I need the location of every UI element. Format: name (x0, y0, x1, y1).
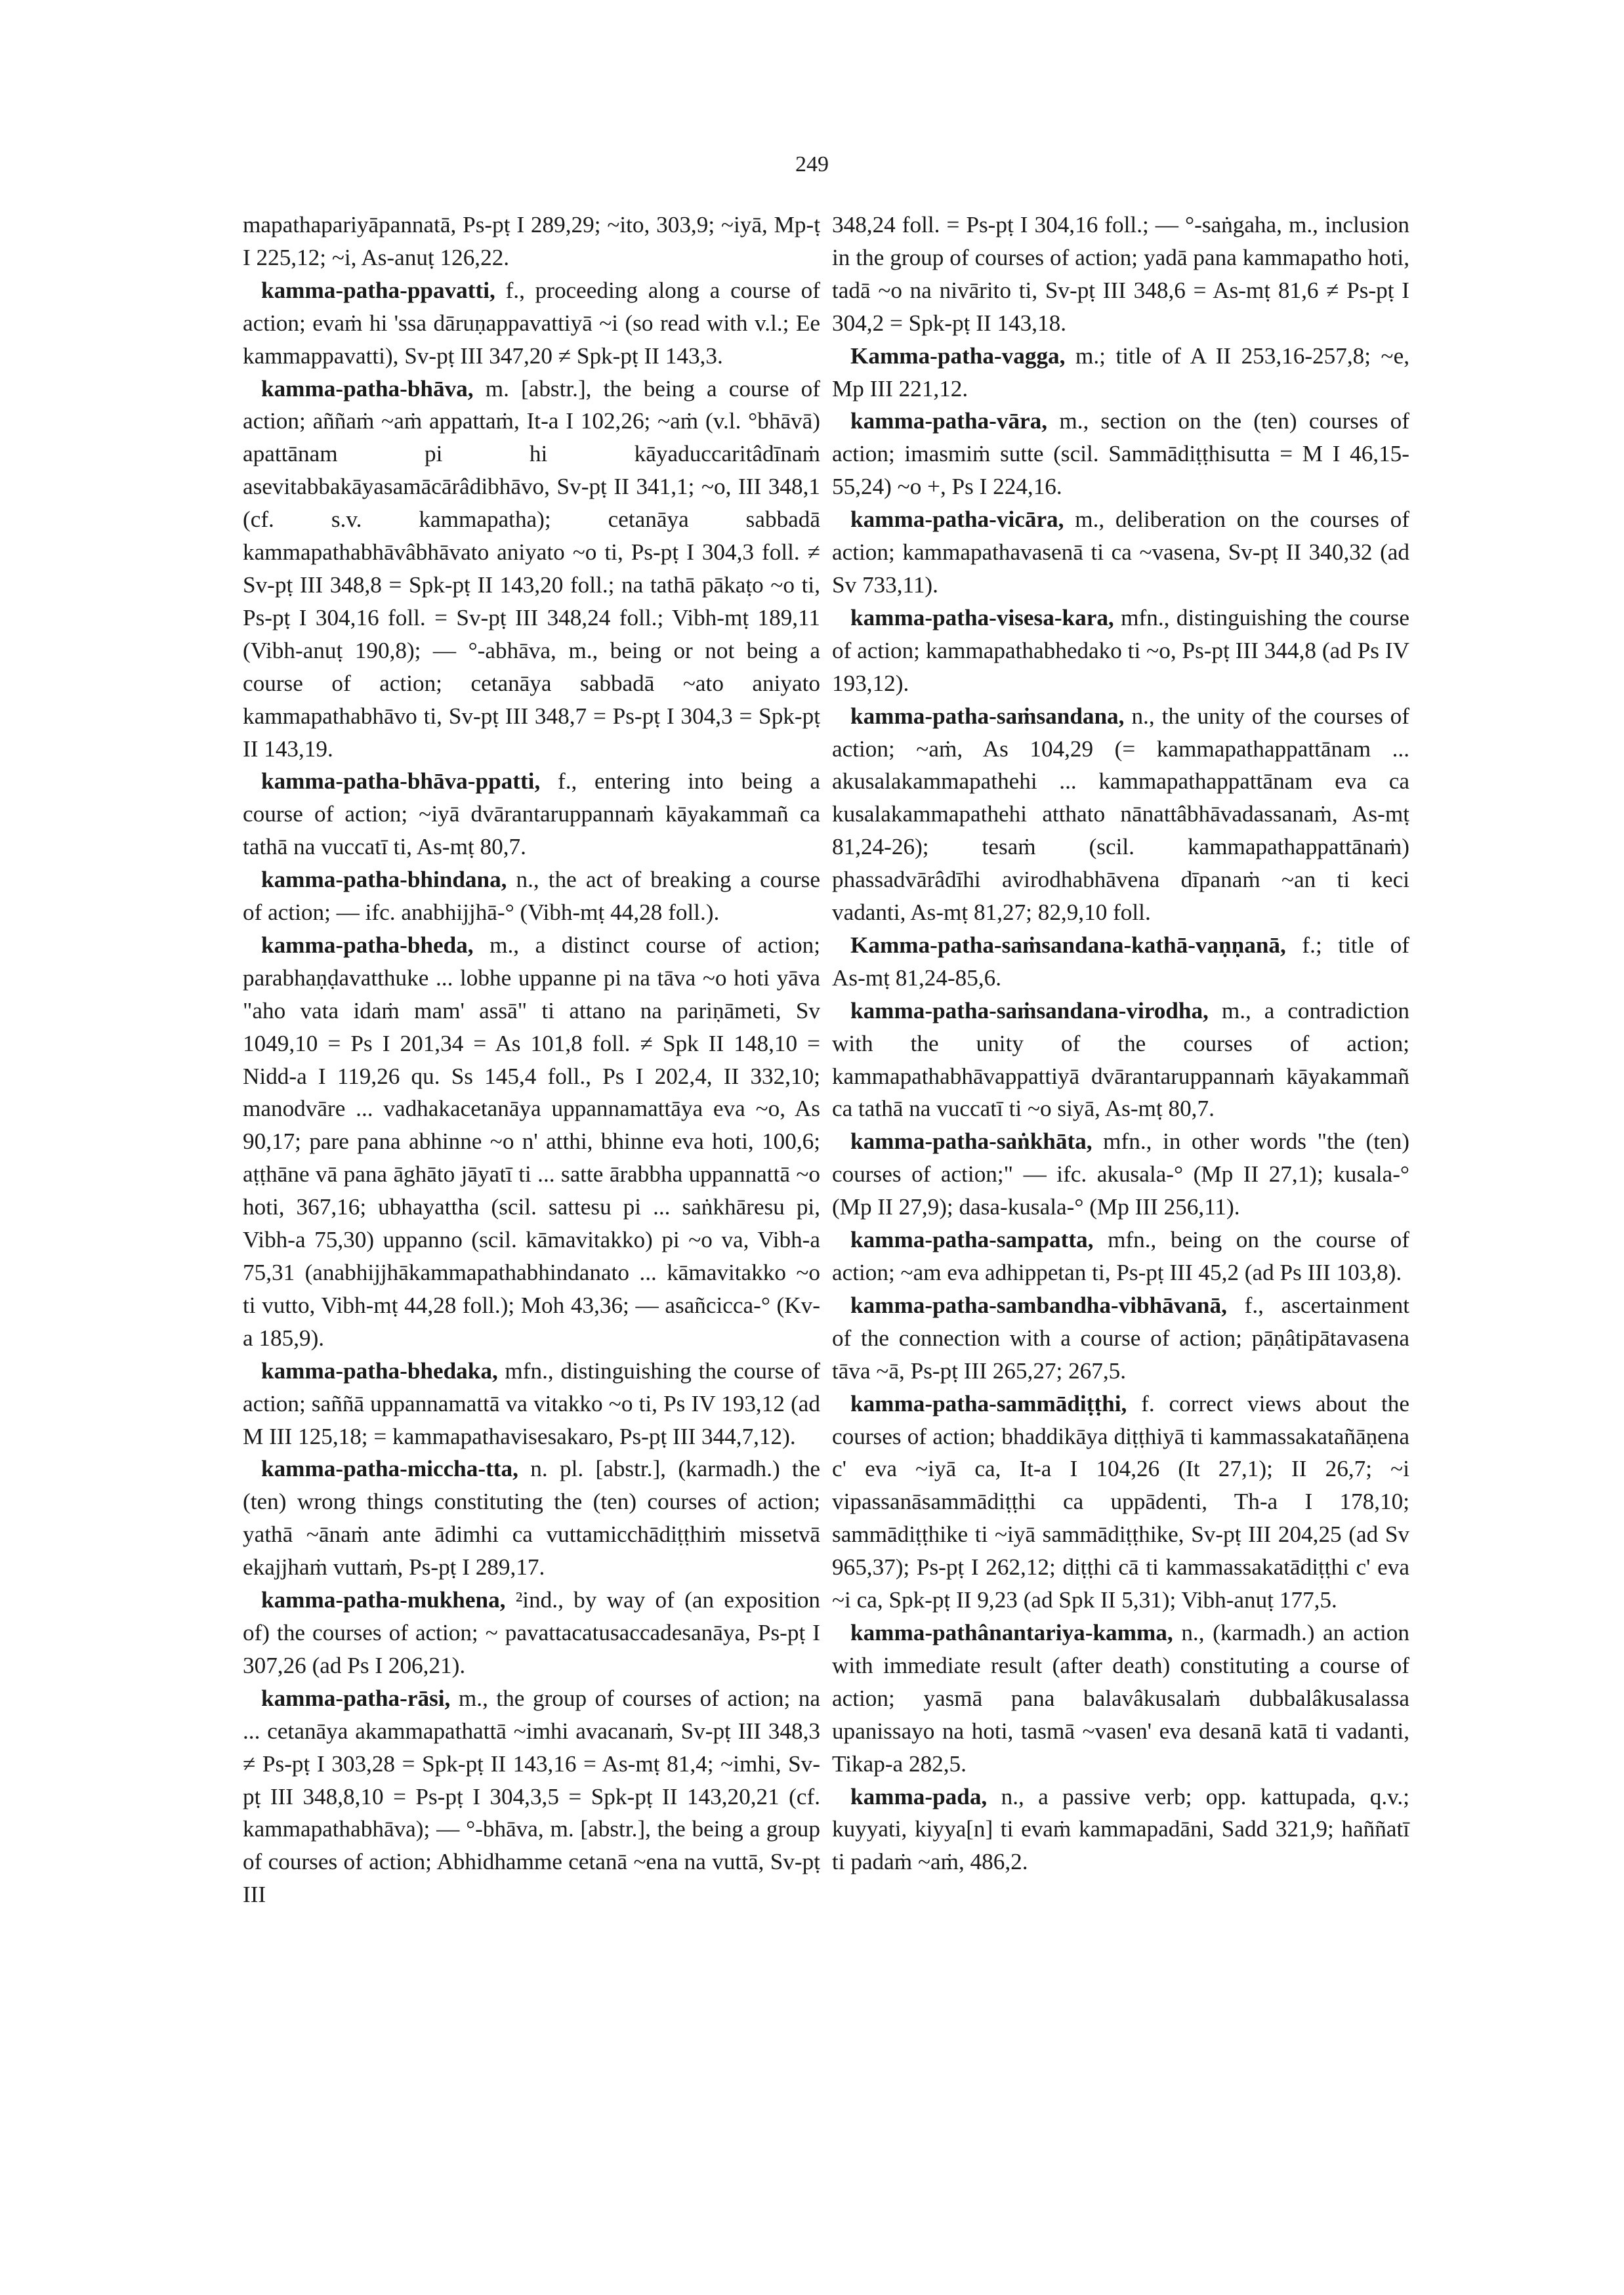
dictionary-entry (832, 1224, 1409, 1289)
entry-headword: kamma-patha-ppavatti, (261, 277, 495, 303)
dictionary-entry (832, 405, 1409, 503)
entry-headword: kamma-patha-sammādiṭṭhi, (850, 1390, 1127, 1416)
dictionary-entry (832, 1617, 1409, 1781)
entry-headword: kamma-patha-saṁsandana, (850, 703, 1125, 729)
dictionary-entry (243, 1584, 820, 1682)
dictionary-entry (243, 1355, 820, 1453)
entry-body: f., proceeding along a course of action; evaṁ hi 'ssa dāruṇappavattiyā ~i (so read with v.l.; Ee kammappavatti), Sv-pṭ III 347,20 ≠ Spk-pṭ II 143,3. (243, 277, 820, 369)
dictionary-entry (832, 1125, 1409, 1224)
dictionary-entry (832, 1289, 1409, 1388)
entry-body: f.; title of As-mṭ 81,24-85,6. (832, 932, 1409, 991)
entry-headword: Kamma-patha-saṁsandana-kathā-vaṇṇanā, (850, 932, 1286, 958)
entry-headword: kamma-patha-sambandha-vibhāvanā, (850, 1292, 1227, 1318)
entry-headword: kamma-patha-rāsi, (261, 1685, 451, 1711)
left-column (243, 209, 820, 1911)
entry-body: n., the unity of the courses of action; ~aṁ, As 104,29 (= kammapathappattānam ... akusalakammapathehi ... kammapathappattānam eva ca kusalakammapathehi atthato nānattâbhāvadassanaṁ, As-mṭ 81,24-26); tesaṁ (scil. kammapathappattānaṁ) phassadvārâdīhi avirodhabhāvena dīpanaṁ ~an ti keci vadanti, As-mṭ 81,27; 82,9,10 foll. (832, 703, 1409, 926)
entry-body: n., a passive verb; opp. kattupada, q.v.; kuyyati, kiyya[n] ti evaṁ kammapadāni, Sadd 321,9; haññatī ti padaṁ ~aṁ, 486,2. (832, 1783, 1409, 1875)
entry-body: f., entering into being a course of action; ~iyā dvārantaruppannaṁ kāyakammañ ca tathā na vuccatī ti, As-mṭ 80,7. (243, 768, 820, 860)
entry-body: n., the act of breaking a course of action; — ifc. anabhijjhā-° (Vibh-mṭ 44,28 foll.). (243, 867, 820, 926)
entry-body: m. [abstr.], the being a course of action; aññaṁ ~aṁ appattaṁ, It-a I 102,26; ~aṁ (v.l. °bhāvā) apattānam pi hi kāyaduccaritâdīnaṁ asevitabbakāyasamācārâdibhāvo, Sv-pṭ II 341,1; ~o, III 348,1 (cf. s.v. kammapatha); cetanāya sabbadā kammapathabhāvâbhāvato aniyato ~o ti, Ps-pṭ I 304,3 foll. ≠ Sv-pṭ III 348,8 = Spk-pṭ II 143,20 foll.; na tathā pākaṭo ~o ti, Ps-pṭ I 304,16 foll. = Sv-pṭ III 348,24 foll.; Vibh-mṭ 189,11 (Vibh-anuṭ 190,8); — °-abhāva, m., being or not being a course of action; cetanāya sabbadā ~ato aniyato kammapathabhāvo ti, Sv-pṭ III 348,7 = Ps-pṭ I 304,3 = Spk-pṭ II 143,19. (243, 375, 820, 762)
dictionary-entry (832, 602, 1409, 700)
entry-body: f., ascertainment of the connection with a course of action; pāṇâtipātavasena tāva ~ā, Ps-pṭ III 265,27; 267,5. (832, 1292, 1409, 1384)
entry-body: mfn., distinguishing the course of action; saññā uppannamattā va vitakko ~o ti, Ps IV 193,12 (ad M III 125,18; = kammapathavisesakaro, Ps-pṭ III 344,7,12). (243, 1357, 820, 1449)
entry-headword: kamma-patha-mukhena, (261, 1587, 506, 1613)
entry-body: m.; title of A II 253,16-257,8; ~e, Mp III 221,12. (832, 342, 1409, 402)
entry-headword: kamma-patha-bhāva, (261, 375, 474, 402)
entry-body: mfn., in other words "the (ten) courses of action;" — ifc. akusala-° (Mp II 27,1); kusala-° (Mp II 27,9); dasa-kusala-° (Mp III 256,11). (832, 1128, 1409, 1220)
entry-body: m., the group of courses of action; na ... cetanāya akammapathattā ~imhi avacanaṁ, Sv-pṭ III 348,3 ≠ Ps-pṭ I 303,28 = Spk-pṭ II 143,16 = As-mṭ 81,4; ~imhi, Sv-pṭ III 348,8,10 = Ps-pṭ I 304,3,5 = Spk-pṭ II 143,20,21 (cf. kammapathabhāva); — °-bhāva, m. [abstr.], the being a group of courses of action; Abhidhamme cetanā ~ena na vuttā, Sv-pṭ III (243, 1685, 820, 1908)
entry-headword: Kamma-patha-vagga, (850, 342, 1066, 369)
entry-headword: kamma-patha-visesa-kara, (850, 604, 1114, 631)
dictionary-entry (832, 995, 1409, 1126)
entry-body: ²ind., by way of (an exposition of) the courses of action; ~ pavattacatusaccadesanāya, Ps-pṭ I 307,26 (ad Ps I 206,21). (243, 1587, 820, 1678)
entry-headword: kamma-pada, (850, 1783, 988, 1809)
dictionary-entry (243, 863, 820, 929)
page-number: 249 (795, 152, 829, 176)
entry-body: f. correct views about the courses of action; bhaddikāya diṭṭhiyā ti kammassakatañāṇena c' eva ~iyā ca, It-a I 104,26 (It 27,1); II 26,7; ~i vipassanāsammādiṭṭhi ca uppādenti, Th-a I 178,10; sammādiṭṭhike ti ~iyā sammādiṭṭhike, Sv-pṭ III 204,25 (ad Sv 965,37); Ps-pṭ I 262,12; diṭṭhi cā ti kammassakatādiṭṭhi c' eva ~i ca, Spk-pṭ II 9,23 (ad Spk II 5,31); Vibh-anuṭ 177,5. (832, 1390, 1409, 1613)
entry-body: m., a contradiction with the unity of the courses of action; kammapathabhāvappattiyā dvārantaruppannaṁ kāyakammañ ca tathā na vuccatī ti ~o siyā, As-mṭ 80,7. (832, 997, 1409, 1122)
dictionary-entry (243, 1453, 820, 1584)
dictionary-entry: mapathapariyāpannatā, Ps-pṭ I 289,29; ~ito, 303,9; ~iyā, Mp-ṭ I 225,12; ~i, As-anuṭ 126,22. (243, 212, 820, 270)
entry-headword: kamma-patha-saṁsandana-virodha, (850, 997, 1209, 1023)
entry-headword: kamma-patha-bhāva-ppatti, (261, 768, 541, 795)
dictionary-entry (243, 274, 820, 373)
entry-headword: kamma-patha-sampatta, (850, 1227, 1094, 1253)
entry-headword: kamma-patha-vicāra, (850, 507, 1064, 533)
dictionary-entry (243, 765, 820, 863)
dictionary-entry (832, 929, 1409, 995)
dictionary-entry (832, 340, 1409, 405)
dictionary-entry (243, 373, 820, 766)
dictionary-entry (243, 1682, 820, 1911)
entry-body: n. pl. [abstr.], (karmadh.) the (ten) wrong things constituting the (ten) courses of action; yathā ~ānaṁ ante ādimhi ca vuttamicchādiṭṭhiṁ missetvā ekajjhaṁ vuttaṁ, Ps-pṭ I 289,17. (243, 1456, 820, 1581)
dictionary-entry (243, 929, 820, 1355)
dictionary-entry (832, 1781, 1409, 1879)
entry-body: m., section on the (ten) courses of action; imasmiṁ sutte (scil. Sammādiṭṭhisutta = M I 46,15-55,24) ~o +, Ps I 224,16. (832, 408, 1409, 500)
entry-body: mfn., being on the course of action; ~am eva adhippetan ti, Ps-pṭ III 45,2 (ad Ps III 103,8). (832, 1227, 1409, 1285)
dictionary-entry (832, 700, 1409, 929)
entry-headword: kamma-patha-bhindana, (261, 867, 507, 893)
entry-body: m., deliberation on the courses of action; kammapathavasenā ti ca ~vasena, Sv-pṭ II 340,32 (ad Sv 733,11). (832, 507, 1409, 598)
dictionary-entry: 348,24 foll. = Ps-pṭ I 304,16 foll.; — °-saṅgaha, m., inclusion in the group of courses of action; yadā pana kammapatho hoti, tadā ~o na nivārito ti, Sv-pṭ III 348,6 = As-mṭ 81,6 ≠ Ps-pṭ I 304,2 = Spk-pṭ II 143,18. (832, 212, 1409, 336)
entry-headword: kamma-pathânantariya-kamma, (850, 1619, 1173, 1645)
dictionary-entry (832, 1388, 1409, 1617)
dictionary-entry (832, 503, 1409, 602)
entry-headword: kamma-patha-miccha-tta, (261, 1456, 518, 1482)
entry-body: n., (karmadh.) an action with immediate result (after death) constituting a course of action; yasmā pana balavâkusalaṁ dubbalâkusalassa upanissayo na hoti, tasmā ~vasen' eva desanā katā ti vadanti, Tikap-a 282,5. (832, 1619, 1409, 1777)
entry-headword: kamma-patha-bheda, (261, 932, 474, 958)
right-column (832, 209, 1409, 1878)
entry-headword: kamma-patha-vāra, (850, 408, 1048, 434)
entry-body: mfn., distinguishing the course of action; kammapathabhedako ti ~o, Ps-pṭ III 344,8 (ad Ps IV 193,12). (832, 604, 1409, 696)
entry-body: m., a distinct course of action; parabhaṇḍavatthuke ... lobhe uppanne pi na tāva ~o hoti yāva "aho vata idaṁ mam' assā" ti attano na pariṇāmeti, Sv 1049,10 = Ps I 201,34 = As 101,8 foll. ≠ Spk II 148,10 = Nidd-a I 119,26 qu. Ss 145,4 foll., Ps I 202,4, II 332,10; manodvāre ... vadhakacetanāya uppannamattāya eva ~o, As 90,17; pare pana abhinne ~o n' atthi, bhinne eva hoti, 100,6; aṭṭhāne vā pana āghāto jāyatī ti ... satte ārabbha uppannattā ~o hoti, 367,16; ubhayattha (scil. sattesu pi ... saṅkhāresu pi, Vibh-a 75,30) uppanno (scil. kāmavitakko) pi ~o va, Vibh-a 75,31 (anabhijjhākammapathabhindanato ... kāmavitakko ~o ti vutto, Vibh-mṭ 44,28 foll.); Moh 43,36; — asañcicca-° (Kv-a 185,9). (243, 932, 820, 1351)
entry-headword: kamma-patha-bhedaka, (261, 1357, 498, 1384)
entry-headword: kamma-patha-saṅkhāta, (850, 1128, 1093, 1155)
